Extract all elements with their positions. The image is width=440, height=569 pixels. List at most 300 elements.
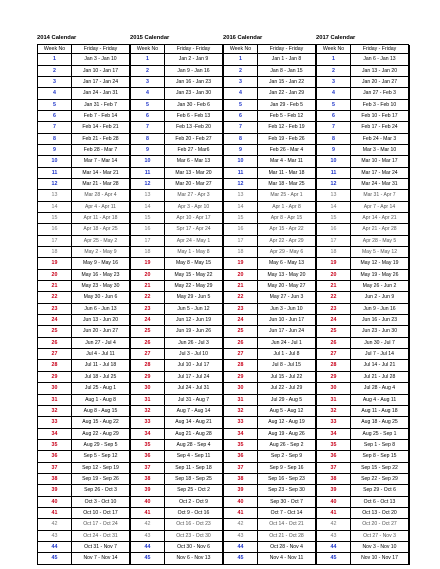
date-range-cell: Jun 30 - Jul 7 (351, 338, 408, 349)
date-range-cell: Apr 28 - May 5 (351, 236, 408, 247)
week-number-cell: 42 (38, 519, 71, 530)
week-no-header: Week No (131, 45, 164, 54)
week-number-cell: 41 (131, 508, 164, 519)
week-number-cell: 43 (131, 531, 164, 542)
week-number-cell: 33 (224, 417, 257, 428)
date-range-cell: Apr 8 - Apr 15 (258, 213, 315, 224)
week-number-cell: 22 (317, 292, 350, 303)
week-number-cell: 38 (317, 474, 350, 485)
week-number-cell: 2 (317, 66, 350, 77)
week-number-column (224, 45, 258, 565)
date-range-cell: Jun 9 - Jun 16 (351, 304, 408, 315)
week-number-cell: 6 (317, 111, 350, 122)
date-range-cell: Apr 7 - Apr 14 (351, 202, 408, 213)
week-number-cell: 9 (224, 145, 257, 156)
week-number-cell: 17 (317, 236, 350, 247)
week-number-cell: 21 (131, 281, 164, 292)
week-number-cell: 19 (38, 258, 71, 269)
week-number-cell: 25 (38, 326, 71, 337)
week-number-cell: 30 (131, 383, 164, 394)
week-number-cell: 12 (224, 179, 257, 190)
date-range-cell: Sep 19 - Sep 26 (72, 474, 129, 485)
week-number-cell: 30 (38, 383, 71, 394)
week-number-cell: 21 (224, 281, 257, 292)
week-number-cell: 11 (224, 168, 257, 179)
date-range-cell: Aug 7 - Aug 14 (165, 406, 222, 417)
week-number-cell: 5 (317, 100, 350, 111)
date-range-cell: Jul 25 - Aug 1 (72, 383, 129, 394)
week-number-cell: 33 (38, 417, 71, 428)
date-range-cell: May 16 - May 23 (72, 270, 129, 281)
date-range-cell: Nov 10 - Nov 17 (351, 553, 408, 564)
week-number-cell: 44 (131, 542, 164, 553)
date-range-cell: May 30 - Jun 6 (72, 292, 129, 303)
date-range-cell: Jul 31 - Aug 7 (165, 395, 222, 406)
date-range-cell: Jul 11 - Jul 18 (72, 360, 129, 371)
week-number-cell: 24 (317, 315, 350, 326)
week-number-cell: 41 (38, 508, 71, 519)
date-range-cell: Sep 16 - Sep 23 (258, 474, 315, 485)
week-number-cell: 2 (224, 66, 257, 77)
week-number-cell: 40 (131, 497, 164, 508)
week-number-cell: 2 (131, 66, 164, 77)
date-range-cell: Jul 28 - Aug 4 (351, 383, 408, 394)
calendar-page (37, 35, 409, 565)
week-number-cell: 14 (224, 202, 257, 213)
year-block (38, 45, 131, 565)
date-range-cell: Oct 30 - Nov 6 (165, 542, 222, 553)
date-range-cell: Feb 26 - Mar 4 (258, 145, 315, 156)
week-number-cell: 31 (131, 395, 164, 406)
week-number-cell: 18 (131, 247, 164, 258)
week-number-cell: 19 (224, 258, 257, 269)
date-range-cell: May 12 - May 19 (351, 258, 408, 269)
date-range-cell: Oct 27 - Nov 3 (351, 531, 408, 542)
week-number-cell: 28 (224, 360, 257, 371)
date-range-cell: Jan 9 - Jan 16 (165, 66, 222, 77)
date-range-cell: Jun 6 - Jun 13 (72, 304, 129, 315)
week-number-cell: 13 (317, 190, 350, 201)
week-number-cell: 16 (38, 224, 71, 235)
week-number-cell: 36 (38, 451, 71, 462)
week-number-cell: 13 (131, 190, 164, 201)
date-range-cell: Mar 6 - Mar 13 (165, 156, 222, 167)
date-range-cell: Apr 10 - Apr 17 (165, 213, 222, 224)
week-number-cell: 29 (224, 372, 257, 383)
week-number-cell: 7 (317, 122, 350, 133)
date-range-cell: May 19 - May 26 (351, 270, 408, 281)
date-range-cell: Jun 5 - Jun 12 (165, 304, 222, 315)
week-number-cell: 28 (131, 360, 164, 371)
date-range-cell: Feb 19 - Feb 26 (258, 134, 315, 145)
date-range-cell: Sep 18 - Sep 25 (165, 474, 222, 485)
date-range-cell: Feb 7 - Feb 14 (72, 111, 129, 122)
date-range-cell: Mar 28 - Apr 4 (72, 190, 129, 201)
week-number-cell: 14 (131, 202, 164, 213)
date-range-cell: Apr 25 - May 2 (72, 236, 129, 247)
date-range-cell: Sep 23 - Sep 30 (258, 485, 315, 496)
week-number-cell: 12 (317, 179, 350, 190)
week-number-cell: 15 (224, 213, 257, 224)
week-number-cell: 41 (224, 508, 257, 519)
date-range-cell: Oct 24 - Oct 31 (72, 531, 129, 542)
week-number-cell: 15 (38, 213, 71, 224)
date-range-cell: Jan 13 - Jan 20 (351, 66, 408, 77)
year-block (317, 45, 410, 565)
week-number-cell: 22 (131, 292, 164, 303)
date-range-cell: Feb 5 - Feb 12 (258, 111, 315, 122)
date-range-cell: Sep 9 - Sep 16 (258, 463, 315, 474)
week-number-cell: 13 (38, 190, 71, 201)
date-range-cell: Oct 3 - Oct 10 (72, 497, 129, 508)
date-range-cell: Apr 14 - Apr 21 (351, 213, 408, 224)
week-number-cell: 17 (224, 236, 257, 247)
week-number-cell: 42 (131, 519, 164, 530)
week-number-cell: 27 (38, 349, 71, 360)
date-range-cell: Jul 22 - Jul 29 (258, 383, 315, 394)
week-number-cell: 44 (224, 542, 257, 553)
week-number-cell: 31 (317, 395, 350, 406)
week-number-cell: 23 (38, 304, 71, 315)
week-number-cell: 29 (317, 372, 350, 383)
date-range-cell: Jul 24 - Jul 31 (165, 383, 222, 394)
date-range-cell: Mar 24 - Mar 31 (351, 179, 408, 190)
date-range-cell: Aug 1 - Aug 8 (72, 395, 129, 406)
week-number-cell: 6 (38, 111, 71, 122)
date-range-cell: Nov 3 - Nov 10 (351, 542, 408, 553)
date-range-cell: Mar 3 - Mar 10 (351, 145, 408, 156)
date-range-cell: May 20 - May 27 (258, 281, 315, 292)
date-range-cell: Jan 22 - Jan 29 (258, 88, 315, 99)
date-range-cell: Oct 23 - Oct 30 (165, 531, 222, 542)
date-range-cell: Apr 4 - Apr 11 (72, 202, 129, 213)
date-range-cell: Oct 14 - Oct 21 (258, 519, 315, 530)
date-range-cell: Aug 12 - Aug 19 (258, 417, 315, 428)
date-range-cell: Sep 5 - Sep 12 (72, 451, 129, 462)
date-range-cell: Mar 27 - Apr 3 (165, 190, 222, 201)
year-title-2014: 2014 Calendar (37, 35, 77, 41)
week-number-cell: 17 (38, 236, 71, 247)
date-range-cell: Mar 31 - Apr 7 (351, 190, 408, 201)
date-range-cell: Jun 17 - Jun 24 (258, 326, 315, 337)
date-range-cell: Sep 2 - Sep 9 (258, 451, 315, 462)
date-range-column (72, 45, 129, 565)
date-range-cell: Oct 7 - Oct 14 (258, 508, 315, 519)
week-number-column (131, 45, 165, 565)
date-range-cell: Aug 14 - Aug 21 (165, 417, 222, 428)
week-number-cell: 13 (224, 190, 257, 201)
week-number-cell: 43 (317, 531, 350, 542)
date-range-cell: Sep 8 - Sep 15 (351, 451, 408, 462)
week-number-cell: 39 (317, 485, 350, 496)
date-range-cell: Jul 21 - Jul 28 (351, 372, 408, 383)
date-range-cell: Mar 21 - Mar 28 (72, 179, 129, 190)
date-range-cell: Jan 27 - Feb 3 (351, 88, 408, 99)
date-range-cell: May 22 - May 29 (165, 281, 222, 292)
week-number-cell: 9 (38, 145, 71, 156)
week-number-cell: 30 (317, 383, 350, 394)
date-range-cell: Feb 27 - Mar6 (165, 145, 222, 156)
date-range-cell: May 26 - Jun 2 (351, 281, 408, 292)
week-number-cell: 39 (38, 485, 71, 496)
week-number-cell: 34 (317, 429, 350, 440)
date-range-cell: Oct 9 - Oct 16 (165, 508, 222, 519)
week-number-cell: 1 (131, 54, 164, 65)
week-number-cell: 37 (131, 463, 164, 474)
week-number-cell: 10 (131, 156, 164, 167)
date-range-cell: May 15 - May 22 (165, 270, 222, 281)
date-range-cell: Feb 12 - Feb 19 (258, 122, 315, 133)
date-range-cell: Jan 17 - Jan 24 (72, 77, 129, 88)
date-range-cell: Aug 22 - Aug 29 (72, 429, 129, 440)
friday-header: Friday - Friday (72, 45, 129, 54)
week-number-cell: 17 (131, 236, 164, 247)
week-number-cell: 25 (131, 326, 164, 337)
week-number-cell: 24 (224, 315, 257, 326)
date-range-cell: May 8 - May 15 (165, 258, 222, 269)
date-range-cell: Mar 13 - Mar 20 (165, 168, 222, 179)
week-number-cell: 22 (224, 292, 257, 303)
date-range-cell: Sep 30 - Oct 7 (258, 497, 315, 508)
week-number-cell: 37 (224, 463, 257, 474)
year-titles (37, 35, 409, 44)
week-number-cell: 27 (131, 349, 164, 360)
week-number-cell: 40 (38, 497, 71, 508)
week-number-cell: 32 (131, 406, 164, 417)
date-range-cell: Oct 13 - Oct 20 (351, 508, 408, 519)
week-number-cell: 32 (38, 406, 71, 417)
week-number-cell: 42 (224, 519, 257, 530)
date-range-cell: Oct 31 - Nov 7 (72, 542, 129, 553)
week-number-cell: 37 (317, 463, 350, 474)
week-number-cell: 18 (38, 247, 71, 258)
date-range-cell: Jan 29 - Feb 5 (258, 100, 315, 111)
date-range-cell: Apr 24 - May 1 (165, 236, 222, 247)
date-range-cell: Feb 21 - Feb 28 (72, 134, 129, 145)
date-range-cell: Feb 17 - Feb 24 (351, 122, 408, 133)
date-range-cell: Oct 6 - Oct 13 (351, 497, 408, 508)
week-number-cell: 26 (38, 338, 71, 349)
week-number-cell: 4 (38, 88, 71, 99)
date-range-cell: Nov 6 - Nov 13 (165, 553, 222, 564)
week-number-cell: 5 (131, 100, 164, 111)
date-range-cell: Jun 26 - Jul 3 (165, 338, 222, 349)
week-number-cell: 30 (224, 383, 257, 394)
date-range-cell: Mar 17 - Mar 24 (351, 168, 408, 179)
week-number-cell: 43 (38, 531, 71, 542)
date-range-cell: Jul 3 - Jul 10 (165, 349, 222, 360)
friday-header: Friday - Friday (258, 45, 315, 54)
date-range-cell: May 6 - May 13 (258, 258, 315, 269)
date-range-cell: Jun 13 - Jun 20 (72, 315, 129, 326)
week-number-cell: 14 (38, 202, 71, 213)
date-range-cell: Sep 29 - Oct 6 (351, 485, 408, 496)
week-number-cell: 27 (317, 349, 350, 360)
date-range-cell: Aug 8 - Aug 15 (72, 406, 129, 417)
week-number-cell: 45 (224, 553, 257, 564)
date-range-cell: Jul 17 - Jul 24 (165, 372, 222, 383)
week-number-cell: 8 (224, 134, 257, 145)
week-number-cell: 39 (224, 485, 257, 496)
date-range-cell: Sep 15 - Sep 22 (351, 463, 408, 474)
year-title-2016: 2016 Calendar (223, 35, 263, 41)
week-number-cell: 2 (38, 66, 71, 77)
date-range-cell: Feb 6 - Feb 13 (165, 111, 222, 122)
week-number-cell: 21 (38, 281, 71, 292)
date-range-cell: Jun 19 - Jun 26 (165, 326, 222, 337)
date-range-cell: Feb 10 - Feb 17 (351, 111, 408, 122)
date-range-cell: Oct 17 - Oct 24 (72, 519, 129, 530)
week-number-cell: 26 (131, 338, 164, 349)
week-number-cell: 24 (38, 315, 71, 326)
week-number-cell: 38 (131, 474, 164, 485)
year-block (224, 45, 317, 565)
week-number-cell: 9 (317, 145, 350, 156)
date-range-cell: Feb 20 - Feb 27 (165, 134, 222, 145)
date-range-cell: Jan 24 - Jan 31 (72, 88, 129, 99)
date-range-cell: May 2 - May 9 (72, 247, 129, 258)
date-range-cell: Jul 18 - Jul 25 (72, 372, 129, 383)
date-range-cell: Jul 29 - Aug 5 (258, 395, 315, 406)
date-range-cell: Jun 24 - Jul 1 (258, 338, 315, 349)
week-number-column (317, 45, 351, 565)
week-number-cell: 3 (224, 77, 257, 88)
year-title-2015: 2015 Calendar (130, 35, 170, 41)
date-range-cell: Jan 8 - Jan 15 (258, 66, 315, 77)
date-range-cell: Jan 15 - Jan 22 (258, 77, 315, 88)
date-range-cell: Jul 8 - Jul 15 (258, 360, 315, 371)
date-range-cell: Jul 4 - Jul 11 (72, 349, 129, 360)
date-range-cell: Mar 18 - Mar 25 (258, 179, 315, 190)
date-range-cell: Mar 4 - Mar 11 (258, 156, 315, 167)
date-range-cell: Oct 10 - Oct 17 (72, 508, 129, 519)
week-number-cell: 5 (38, 100, 71, 111)
week-number-cell: 4 (317, 88, 350, 99)
date-range-cell: Jan 31 - Feb 7 (72, 100, 129, 111)
date-range-cell: Jul 10 - Jul 17 (165, 360, 222, 371)
date-range-cell: Aug 26 - Sep 2 (258, 440, 315, 451)
week-number-cell: 28 (38, 360, 71, 371)
week-number-cell: 6 (131, 111, 164, 122)
week-number-cell: 40 (224, 497, 257, 508)
date-range-cell: Jun 20 - Jun 27 (72, 326, 129, 337)
date-range-cell: Sep 22 - Sep 29 (351, 474, 408, 485)
date-range-cell: Aug 15 - Aug 22 (72, 417, 129, 428)
week-number-cell: 4 (131, 88, 164, 99)
date-range-cell: Feb 24 - Mar 3 (351, 134, 408, 145)
week-no-header: Week No (224, 45, 257, 54)
calendar-table (37, 44, 409, 565)
date-range-cell: Jan 20 - Jan 27 (351, 77, 408, 88)
week-number-cell: 7 (224, 122, 257, 133)
week-number-cell: 45 (38, 553, 71, 564)
date-range-cell: Feb 13 -Feb 20 (165, 122, 222, 133)
week-number-cell: 39 (131, 485, 164, 496)
week-number-cell: 43 (224, 531, 257, 542)
week-number-cell: 12 (38, 179, 71, 190)
date-range-cell: May 23 - May 30 (72, 281, 129, 292)
date-range-cell: Sep 26 - Oct 3 (72, 485, 129, 496)
week-number-cell: 6 (224, 111, 257, 122)
date-range-cell: Oct 21 - Oct 28 (258, 531, 315, 542)
date-range-cell: Jan 23 - Jan 30 (165, 88, 222, 99)
date-range-cell: Jun 3 - Jun 10 (258, 304, 315, 315)
week-number-cell: 8 (317, 134, 350, 145)
week-number-cell: 10 (224, 156, 257, 167)
week-number-cell: 19 (131, 258, 164, 269)
date-range-cell: Sep 11 - Sep 18 (165, 463, 222, 474)
friday-header: Friday - Friday (351, 45, 408, 54)
date-range-cell: Jun 10 - Jun 17 (258, 315, 315, 326)
week-number-cell: 8 (131, 134, 164, 145)
date-range-cell: Spr 17 - Apr 24 (165, 224, 222, 235)
week-number-cell: 29 (38, 372, 71, 383)
date-range-cell: Jan 2 - Jan 9 (165, 54, 222, 65)
week-number-cell: 18 (317, 247, 350, 258)
date-range-cell: Apr 29 - May 6 (258, 247, 315, 258)
week-number-cell: 5 (224, 100, 257, 111)
friday-header: Friday - Friday (165, 45, 222, 54)
week-number-cell: 45 (317, 553, 350, 564)
week-number-cell: 35 (224, 440, 257, 451)
week-number-cell: 31 (224, 395, 257, 406)
date-range-cell: Jun 16 - Jun 23 (351, 315, 408, 326)
week-number-cell: 40 (317, 497, 350, 508)
date-range-cell: Jan 6 - Jan 13 (351, 54, 408, 65)
week-number-cell: 4 (224, 88, 257, 99)
date-range-cell: Nov 7 - Nov 14 (72, 553, 129, 564)
date-range-cell: Mar 25 - Apr 1 (258, 190, 315, 201)
date-range-cell: Aug 4 - Aug 11 (351, 395, 408, 406)
date-range-cell: Apr 11 - Apr 18 (72, 213, 129, 224)
date-range-cell: Jul 1 - Jul 8 (258, 349, 315, 360)
week-number-cell: 10 (317, 156, 350, 167)
week-number-cell: 3 (38, 77, 71, 88)
week-number-cell: 34 (131, 429, 164, 440)
week-number-cell: 36 (131, 451, 164, 462)
date-range-column (351, 45, 408, 565)
date-range-cell: Aug 28 - Sep 4 (165, 440, 222, 451)
date-range-cell: Sep 4 - Sep 11 (165, 451, 222, 462)
week-number-cell: 3 (131, 77, 164, 88)
date-range-cell: Feb 3 - Feb 10 (351, 100, 408, 111)
date-range-cell: Sep 25 - Oct 2 (165, 485, 222, 496)
week-number-cell: 10 (38, 156, 71, 167)
week-number-cell: 12 (131, 179, 164, 190)
date-range-cell: Mar 7 - Mar 14 (72, 156, 129, 167)
date-range-cell: Jan 10 - Jan 17 (72, 66, 129, 77)
week-number-cell: 23 (317, 304, 350, 315)
week-number-cell: 15 (131, 213, 164, 224)
date-range-cell: Jan 16 - Jan 23 (165, 77, 222, 88)
week-number-cell: 25 (224, 326, 257, 337)
week-number-cell: 14 (317, 202, 350, 213)
week-number-cell: 8 (38, 134, 71, 145)
date-range-column (258, 45, 315, 565)
date-range-cell: Jun 27 - Jul 4 (72, 338, 129, 349)
week-number-cell: 20 (224, 270, 257, 281)
date-range-cell: Apr 22 - Apr 29 (258, 236, 315, 247)
date-range-cell: Mar 14 - Mar 21 (72, 168, 129, 179)
week-number-cell: 23 (131, 304, 164, 315)
week-number-cell: 38 (38, 474, 71, 485)
week-number-cell: 20 (317, 270, 350, 281)
week-number-cell: 26 (317, 338, 350, 349)
week-number-cell: 33 (131, 417, 164, 428)
date-range-cell: May 9 - May 16 (72, 258, 129, 269)
date-range-cell: May 13 - May 20 (258, 270, 315, 281)
week-number-cell: 9 (131, 145, 164, 156)
